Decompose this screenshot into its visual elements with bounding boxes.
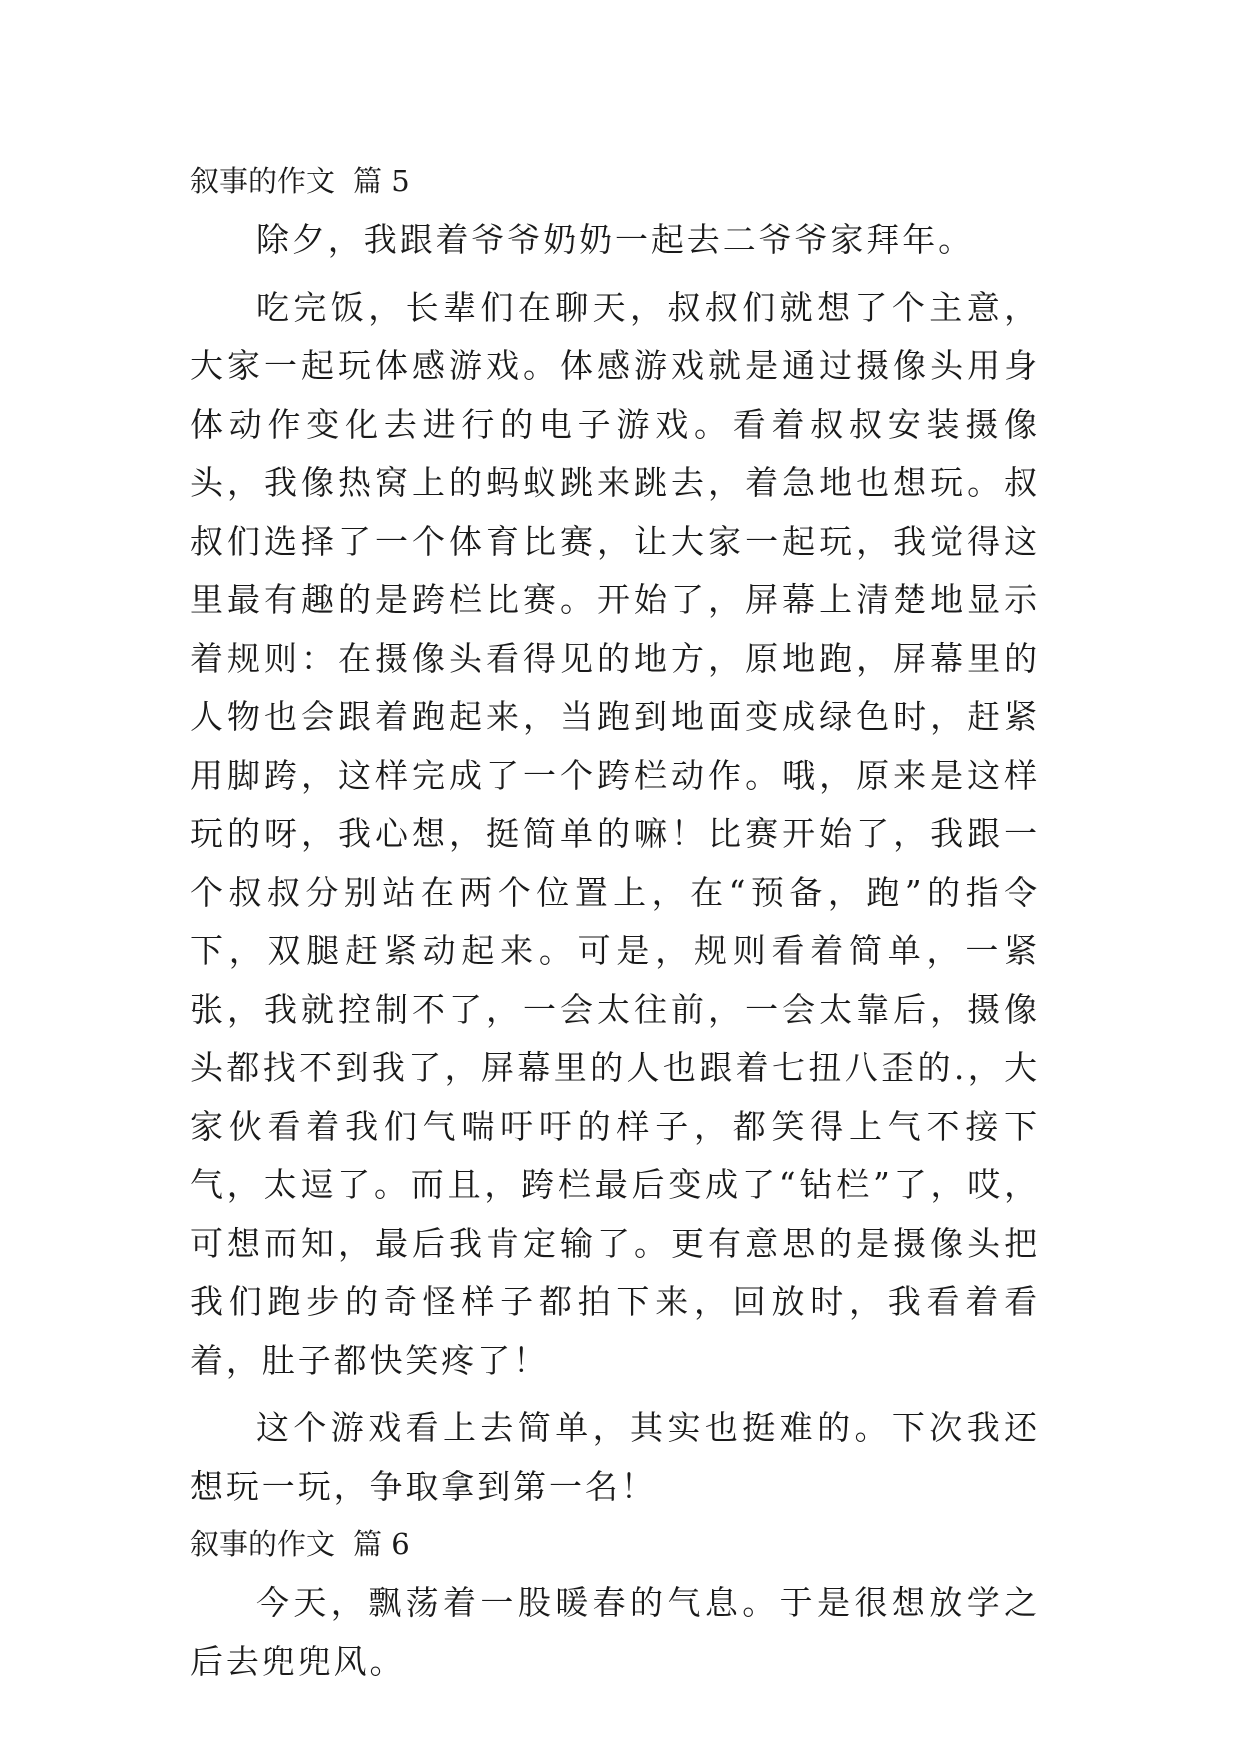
section-heading-title: 叙事的作文 <box>190 164 336 198</box>
section-heading-5 <box>190 162 1040 200</box>
section-heading-title: 叙事的作文 <box>190 1527 336 1561</box>
paragraph: 除夕，我跟着爷爷奶奶一起去二爷爷家拜年。 <box>256 220 974 259</box>
section-heading-number: 篇 6 <box>353 1527 410 1561</box>
paragraph: 吃完饭，长辈们在聊天，叔叔们就想了个主意，大家一起玩体感游戏。体感游戏就是通过摄像头用身体动作变化去进行的电子游戏。看着叔叔安装摄像头，我像热窝上的蚂蚁跳来跳去，着急地也想玩。叔叔们选择了一个体育比赛，让大家一起玩，我觉得这里最有趣的是跨栏比赛。开始了，屏幕上清楚地显示着规则：在摄像头看得见的地方，原地跑，屏幕里的人物也会跟着跑起来，当跑到地面变成绿色时，赶紧用脚跨，这样完成了一个跨栏动作。哦，原来是这样玩的呀，我心想，挺简单的嘛！比赛开始了，我跟一个叔叔分别站在两个位置上，在“预备，跑”的指令下，双腿赶紧动起来。可是，规则看着简单，一紧张，我就控制不了，一会太往前，一会太靠后，摄像头都找不到我了，屏幕里的人也跟着七扭八歪的.，大家伙看着我们气喘吁吁的样子，都笑得上气不接下气，太逗了。而且，跨栏最后变成了“钻栏”了，哎，可想而知，最后我肯定输了。更有意思的是摄像头把我们跑步的奇怪样子都拍下来，回放时，我看着看着，肚子都快笑疼了！ <box>190 287 1040 1380</box>
section-heading-6 <box>190 1525 1040 1563</box>
paragraph: 这个游戏看上去简单，其实也挺难的。下次我还想玩一玩，争取拿到第一名！ <box>190 1408 1040 1506</box>
paragraph: 今天，飘荡着一股暖春的气息。于是很想放学之后去兜兜风。 <box>190 1583 1040 1681</box>
document-body <box>190 162 1040 1700</box>
section-heading-number: 篇 5 <box>353 164 410 198</box>
